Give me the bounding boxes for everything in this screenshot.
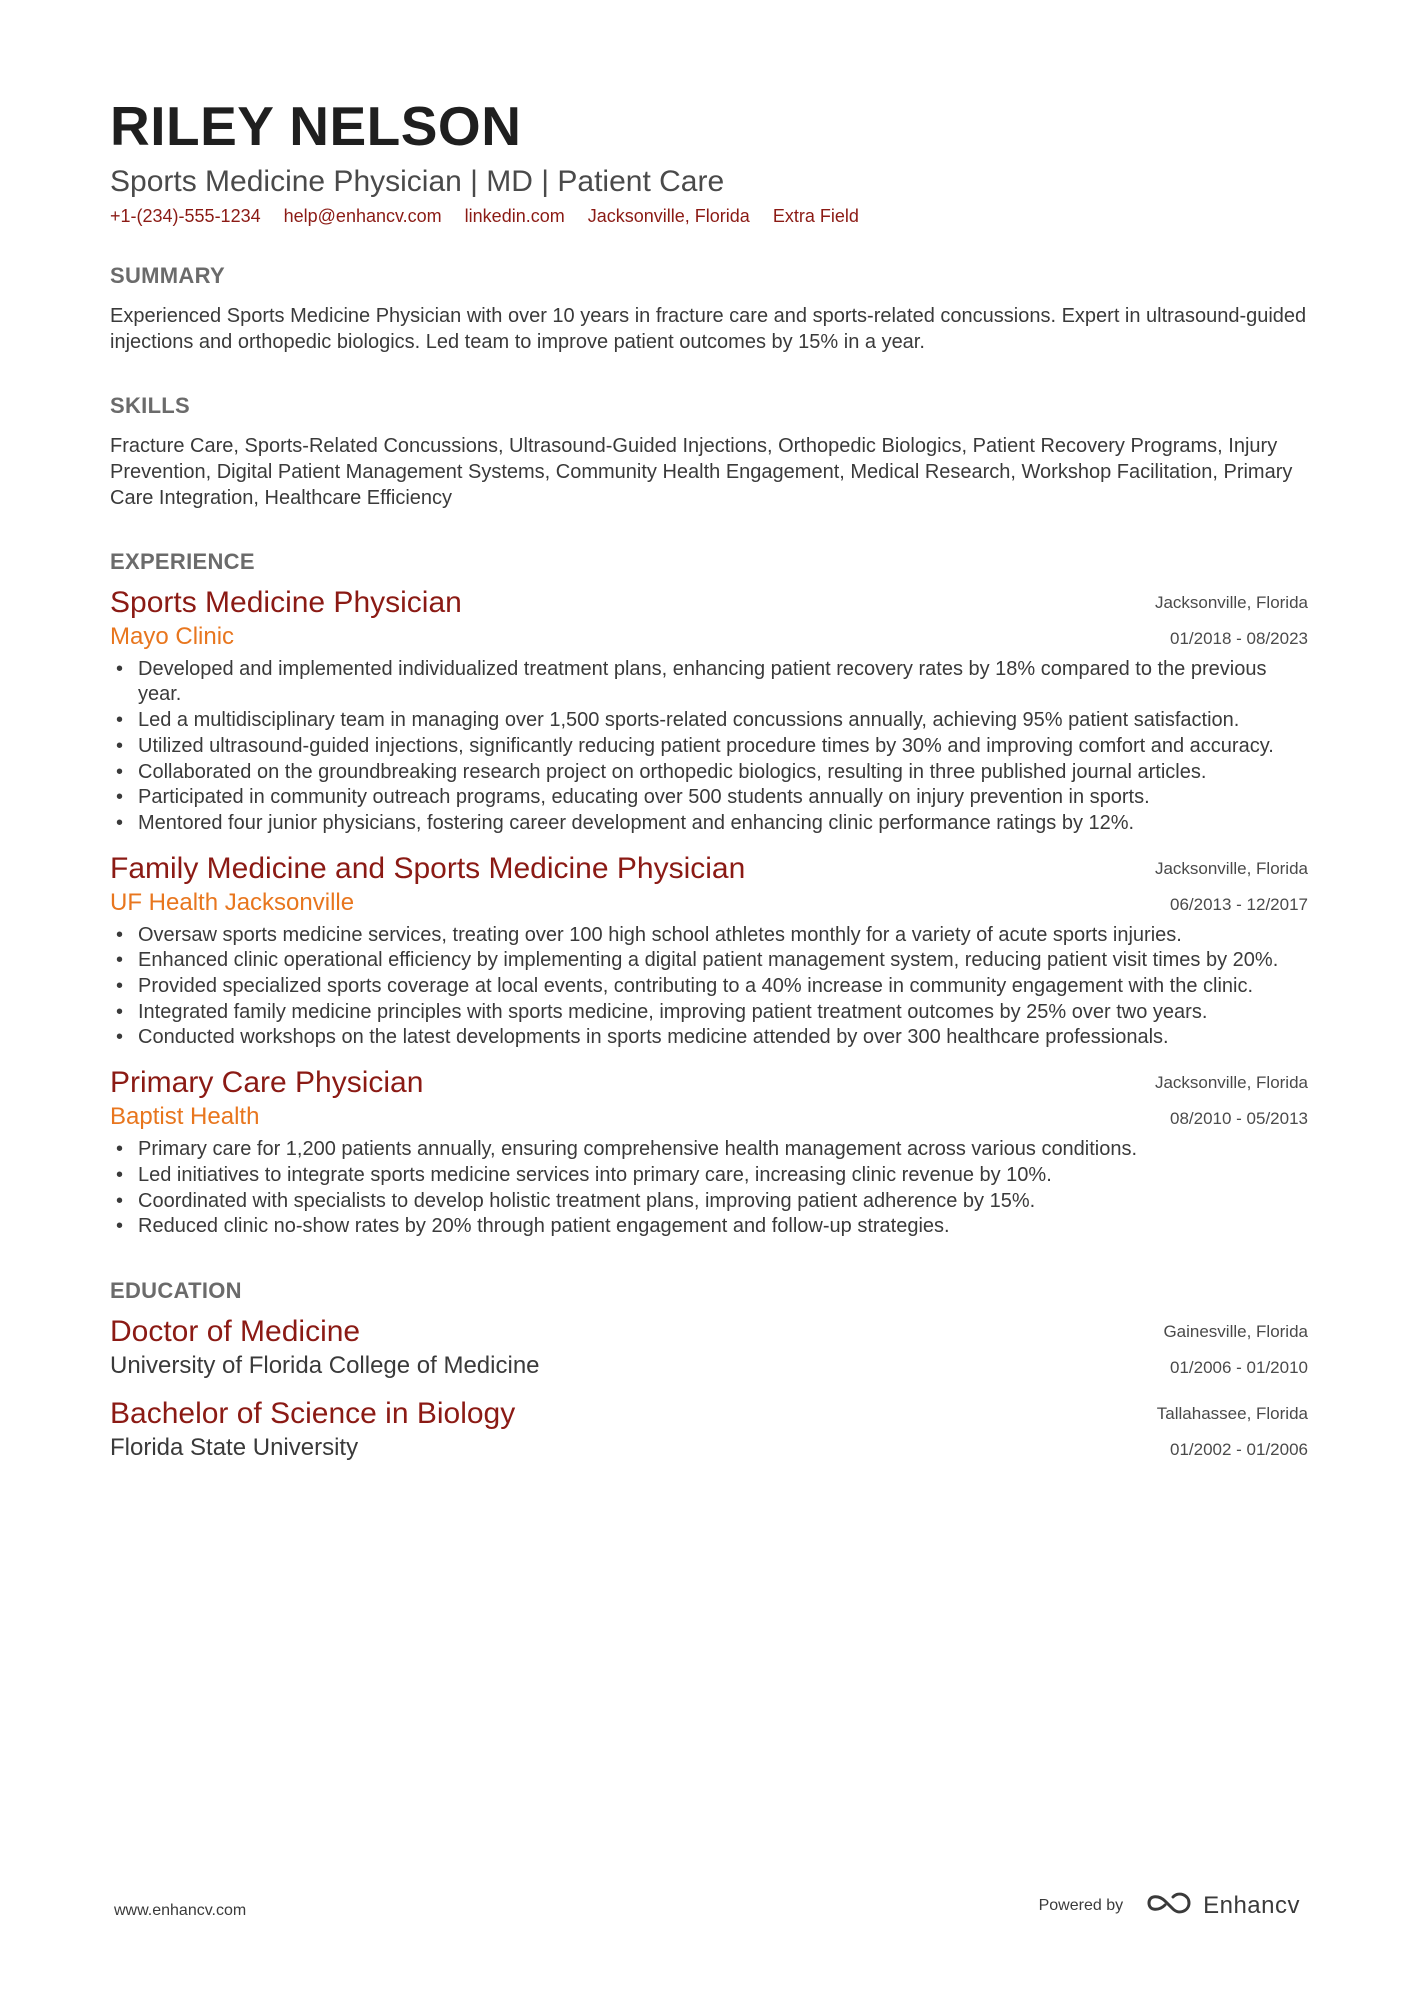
- education-entry: [110, 1396, 1308, 1464]
- powered-by-label: Powered by: [1038, 1896, 1124, 1914]
- brand-name[interactable]: Enhancv: [1203, 1891, 1300, 1919]
- education-meta: [1157, 1396, 1308, 1468]
- candidate-title: Sports Medicine Physician | MD | Patient Care: [110, 164, 725, 198]
- summary-text: Experienced Sports Medicine Physician with over 10 years in fracture care and sports-related concussions. Expert in ultrasound-guided injections and orthopedic biologics. Led team to improve patient outcomes by 15% in a year.: [110, 304, 1307, 353]
- contact-location: Jacksonville, Florida: [587, 205, 750, 226]
- bullet-item: • Collaborated on the groundbreaking research project on orthopedic biologics, resulting in three published journal articles.: [110, 760, 1308, 786]
- job-location: Jacksonville, Florida: [1154, 858, 1308, 878]
- bullet-item: • Enhanced clinic operational efficiency by implementing a digital patient management system, reducing patient visit times by 20%.: [110, 948, 1308, 974]
- degree-title: Doctor of Medicine: [110, 1315, 361, 1348]
- job-title: Primary Care Physician: [110, 1066, 424, 1100]
- footer-website[interactable]: www.enhancv.com: [114, 1902, 247, 1919]
- contact-email[interactable]: help@enhancv.com: [283, 205, 442, 226]
- bullet-item: • Primary care for 1,200 patients annually, ensuring comprehensive health management across various conditions.: [110, 1137, 1308, 1163]
- job-organization: Mayo Clinic: [110, 622, 235, 650]
- bullet-item: • Oversaw sports medicine services, treating over 100 high school athletes monthly for a variety of acute sports injuries.: [110, 923, 1308, 949]
- experience-entry: [110, 851, 1308, 1052]
- bullet-item: • Reduced clinic no-show rates by 20% through patient engagement and follow-up strategies.: [110, 1214, 1308, 1240]
- bullet-item: • Coordinated with specialists to develop holistic treatment plans, improving patient adherence by 15%.: [110, 1189, 1308, 1215]
- candidate-name: RILEY NELSON: [110, 95, 522, 157]
- job-bullets: [110, 1137, 1308, 1240]
- job-bullets: [110, 923, 1308, 1052]
- education-entry: [110, 1314, 1308, 1382]
- job-dates: 06/2013 - 12/2017: [1169, 894, 1308, 914]
- job-bullets: [110, 657, 1308, 837]
- contact-extra-field: Extra Field: [772, 205, 859, 226]
- education-dates: 01/2006 - 01/2010: [1169, 1358, 1308, 1377]
- bullet-item: • Participated in community outreach programs, educating over 500 students annually on injury prevention in sports.: [110, 785, 1308, 811]
- job-dates: 01/2018 - 08/2023: [1169, 628, 1308, 648]
- contact-bar: [110, 206, 1308, 227]
- education-location: Gainesville, Florida: [1163, 1322, 1308, 1341]
- job-location: Jacksonville, Florida: [1154, 1073, 1308, 1093]
- job-dates: 08/2010 - 05/2013: [1169, 1109, 1308, 1129]
- job-title: Sports Medicine Physician: [110, 585, 462, 619]
- education-location: Tallahassee, Florida: [1156, 1404, 1308, 1423]
- resume-page: [110, 95, 1308, 1464]
- skills-heading: SKILLS: [110, 392, 191, 418]
- experience-entry: [110, 585, 1308, 837]
- degree-title: Bachelor of Science in Biology: [110, 1397, 516, 1430]
- enhancv-infinity-logo-icon: [1145, 1890, 1193, 1921]
- job-organization: Baptist Health: [110, 1103, 260, 1131]
- job-title: Family Medicine and Sports Medicine Physician: [110, 851, 746, 885]
- footer-branding: [1039, 1890, 1300, 1921]
- contact-linkedin[interactable]: linkedin.com: [464, 205, 565, 226]
- bullet-item: • Led a multidisciplinary team in managing over 1,500 sports-related concussions annually, achieving 95% patient satisfaction.: [110, 708, 1308, 734]
- job-meta: [1155, 851, 1308, 923]
- summary-heading: SUMMARY: [110, 262, 225, 288]
- experience-heading: EXPERIENCE: [110, 548, 255, 574]
- skills-text: Fracture Care, Sports-Related Concussions, Ultrasound-Guided Injections, Orthopedic Biologics, Patient Recovery Programs, Injury Prevention, Digital Patient Management Systems, Community Health Engagement, Medical Research, Workshop Facilitation, Primary Care Integration, Healthcare Efficiency: [110, 434, 1293, 509]
- job-meta: [1155, 585, 1308, 657]
- job-organization: UF Health Jacksonville: [110, 888, 355, 916]
- bullet-item: • Led initiatives to integrate sports medicine services into primary care, increasing clinic revenue by 10%.: [110, 1163, 1308, 1189]
- page-footer: [114, 1890, 1300, 1930]
- school-name: University of Florida College of Medicine: [110, 1352, 540, 1379]
- job-location: Jacksonville, Florida: [1154, 592, 1308, 612]
- education-heading: EDUCATION: [110, 1278, 242, 1303]
- education-meta: [1163, 1314, 1308, 1386]
- education-dates: 01/2002 - 01/2006: [1169, 1440, 1308, 1459]
- school-name: Florida State University: [110, 1434, 359, 1461]
- job-meta: [1155, 1065, 1308, 1137]
- bullet-item: • Developed and implemented individualized treatment plans, enhancing patient recovery rates by 18% compared to the previous year.: [110, 657, 1308, 708]
- contact-phone[interactable]: +1-(234)-555-1234: [110, 205, 261, 226]
- bullet-item: • Provided specialized sports coverage at local events, contributing to a 40% increase in community engagement with the clinic.: [110, 974, 1308, 1000]
- bullet-item: • Utilized ultrasound-guided injections, significantly reducing patient procedure times by 30% and improving comfort and accuracy.: [110, 734, 1308, 760]
- experience-entry: [110, 1065, 1308, 1240]
- bullet-item: • Integrated family medicine principles with sports medicine, improving patient treatment outcomes by 25% over two years.: [110, 1000, 1308, 1026]
- bullet-item: • Conducted workshops on the latest developments in sports medicine attended by over 300 healthcare professionals.: [110, 1025, 1308, 1051]
- bullet-item: • Mentored four junior physicians, fostering career development and enhancing clinic performance ratings by 12%.: [110, 811, 1308, 837]
